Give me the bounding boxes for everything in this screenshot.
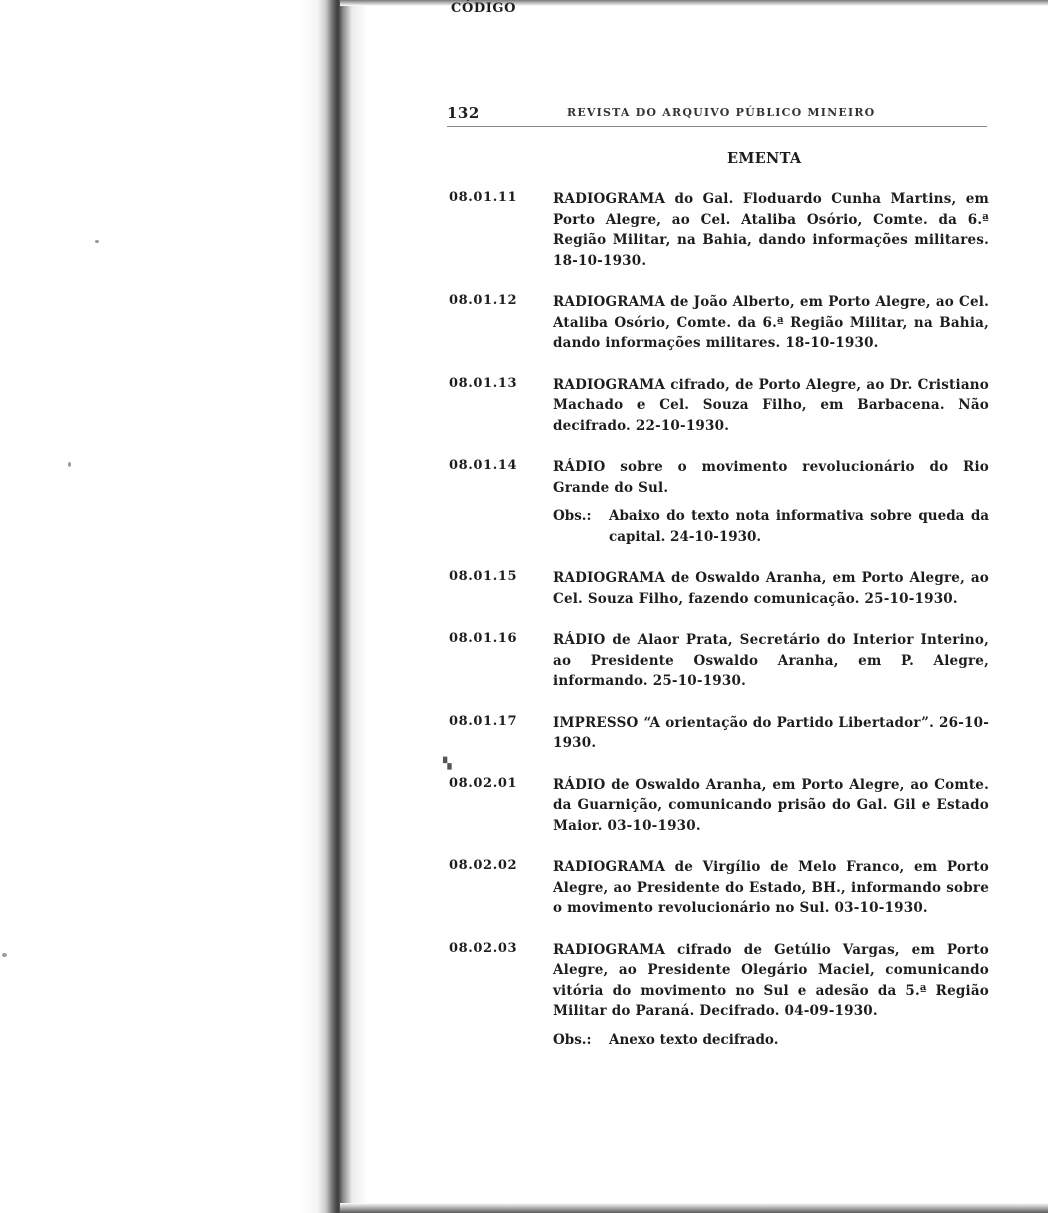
catalog-entry — [449, 568, 989, 609]
entry-text: RÁDIO de Alaor Prata, Secretário do Interior Interino, ao Presidente Oswaldo Aranha, em P. Alegre, informando. 25-10-1930. — [553, 632, 989, 689]
page-number: 132 — [447, 104, 480, 122]
entry-code: 08.02.03 — [449, 940, 518, 956]
entry-text: RADIOGRAMA de Oswaldo Aranha, em Porto Alegre, ao Cel. Souza Filho, fazendo comunicação. 25-10-1930. — [553, 570, 989, 607]
catalog-entry — [449, 713, 989, 754]
entry-text: IMPRESSO “A orientação do Partido Libertador”. 26-10-1930. — [553, 714, 989, 751]
ink-mark-icon: ▚ — [443, 756, 452, 770]
entry-text: RADIOGRAMA cifrado de Getúlio Vargas, em Porto Alegre, ao Presidente Olegário Maciel, comunicando vitória do movimento no Sul e adesão da 5.ª Região Militar do Paraná. Decifrado. 04-09-1930. — [553, 941, 989, 1019]
catalog-entry — [449, 292, 989, 354]
running-title: REVISTA DO ARQUIVO PÚBLICO MINEIRO — [567, 106, 876, 119]
book-gutter — [0, 0, 368, 1213]
entry-text: RADIOGRAMA cifrado, de Porto Alegre, ao Dr. Cristiano Machado e Cel. Souza Filho, em Barbacena. Não decifrado. 22-10-1930. — [553, 376, 989, 434]
entry-code: 08.02.02 — [449, 858, 518, 873]
page-header — [447, 104, 987, 126]
entry-code: 08.01.12 — [449, 293, 518, 308]
entry-code: 08.01.15 — [449, 569, 518, 584]
observation-label: Obs.: — [553, 1031, 592, 1048]
catalog-entry — [443, 756, 989, 837]
catalog-entry — [449, 940, 989, 1051]
entry-code: 08.02.01 — [449, 775, 518, 791]
page-top-shadow — [340, 0, 1048, 6]
entry-code: 08.01.14 — [449, 458, 518, 473]
catalog-entry — [449, 457, 989, 547]
scan-speck — [68, 462, 71, 467]
header-rule — [447, 126, 987, 127]
observation-text: Anexo texto decifrado. — [609, 1031, 779, 1048]
scan-speck — [95, 240, 99, 243]
catalog-entry — [449, 630, 989, 692]
column-header-code: CÓDIGO — [451, 1, 517, 16]
scan-speck — [2, 953, 7, 957]
catalog-entries — [443, 189, 989, 1071]
entry-code: 08.01.13 — [449, 375, 518, 391]
entry-code: 08.01.11 — [449, 190, 518, 205]
entry-text: RADIOGRAMA do Gal. Floduardo Cunha Martins, em Porto Alegre, ao Cel. Ataliba Osório, Comte. da 6.ª Região Militar, na Bahia, dando informações militares. 18-10-1930. — [553, 191, 989, 269]
entry-observation — [553, 1030, 989, 1051]
observation-text: Abaixo do texto nota informativa sobre queda da capital. 24-10-1930. — [609, 508, 989, 545]
entry-text: RÁDIO de Oswaldo Aranha, em Porto Alegre, ao Comte. da Guarnição, comunicando prisão do Gal. Gil e Estado Maior. 03-10-1930. — [553, 776, 989, 834]
catalog-entry — [449, 189, 989, 271]
column-header-ementa: EMENTA — [727, 150, 802, 167]
catalog-entry — [449, 857, 989, 919]
entry-text: RADIOGRAMA de Virgílio de Melo Franco, em Porto Alegre, ao Presidente do Estado, BH., informando sobre o movimento revolucionário no Sul. 03-10-1930. — [553, 859, 989, 916]
entry-text: RADIOGRAMA de João Alberto, em Porto Alegre, ao Cel. Ataliba Osório, Comte. da 6.ª Região Militar, na Bahia, dando informações militares. 18-10-1930. — [553, 294, 989, 351]
page-bottom-shadow — [340, 1203, 1048, 1213]
entry-text: RÁDIO sobre o movimento revolucionário do Rio Grande do Sul. — [553, 459, 989, 496]
observation-label: Obs.: — [553, 508, 592, 524]
catalog-entry — [449, 375, 989, 437]
entry-code: 08.01.17 — [449, 713, 518, 729]
entry-observation — [553, 506, 989, 547]
entry-code: 08.01.16 — [449, 631, 518, 646]
